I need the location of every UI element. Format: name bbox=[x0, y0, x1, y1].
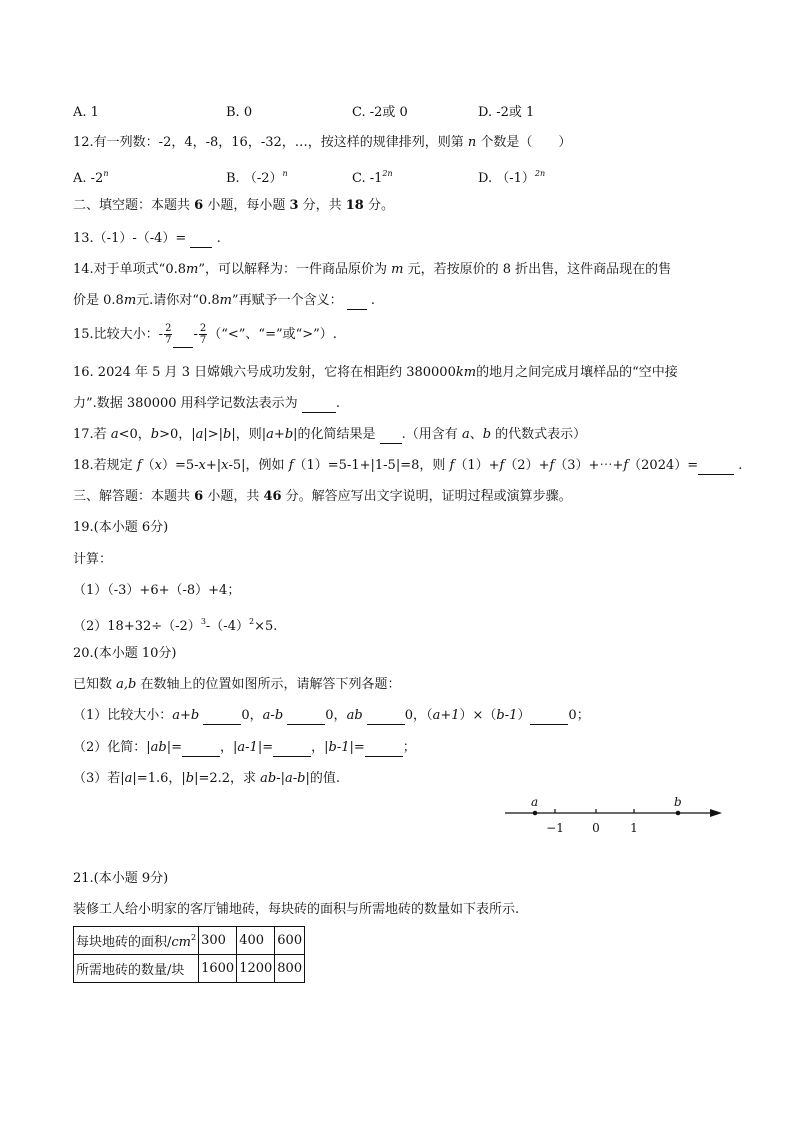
table-cell: 800 bbox=[275, 955, 305, 983]
q19-header: 19.(本小题 6分) bbox=[73, 520, 169, 535]
answer-blank bbox=[365, 743, 403, 757]
answer-blank bbox=[273, 743, 311, 757]
axis-arrow-icon bbox=[710, 809, 722, 817]
answer-blank bbox=[287, 711, 325, 725]
tick-label-minus-1: −1 bbox=[546, 821, 564, 835]
answer-blank bbox=[698, 461, 734, 475]
table-cell: 1600 bbox=[199, 955, 237, 983]
tick-label-1: 1 bbox=[630, 821, 638, 835]
q20-part-3: （3）若|a|=1.6，|b|=2.2，求 ab-|a-b|的值. bbox=[73, 771, 341, 786]
answer-blank bbox=[367, 711, 405, 725]
table-cell: 300 bbox=[199, 927, 237, 955]
q12-option-b: B. $(-2)^n$ bbox=[226, 169, 288, 186]
fraction-2-7: $\frac{2}{7}$ bbox=[165, 323, 172, 346]
q11-option-b: B. 0 bbox=[226, 105, 253, 120]
point-a-dot bbox=[533, 811, 538, 816]
q18: 18.若规定 f（x）=5-x+|x-5|，例如 f（1）=5-1+|1-5|=8，则 f（1）+f（2）+f（3）+⋯+f（2024）= . bbox=[73, 458, 743, 473]
section-2-heading: 二、填空题：本题共 6 小题，每小题 3 分，共 18 分。 bbox=[73, 198, 394, 213]
number-line-figure bbox=[500, 795, 730, 840]
answer-blank bbox=[302, 399, 336, 413]
table-cell: 1200 bbox=[237, 955, 275, 983]
tick-label-0: 0 bbox=[592, 821, 600, 835]
q11-option-d: D. -2或 1 bbox=[478, 105, 535, 120]
q16-line-2: 力”.数据 380000 用科学记数法表示为 . bbox=[73, 396, 340, 411]
answer-blank bbox=[347, 296, 367, 310]
q14-line-2: 价是 0.8m元.请你对“0.8m”再赋予一个含义： . bbox=[73, 293, 375, 308]
tile-table bbox=[73, 926, 305, 983]
point-a-label: a bbox=[531, 795, 539, 809]
fraction-2-7: $\frac{2}{7}$ bbox=[199, 323, 207, 346]
q17: 17.若 a<0，b>0，|a|>|b|，则|a+b|的化简结果是 .（用含有 a、b 的代数式表示） bbox=[73, 427, 587, 442]
q16-line-1: 16. 2024 年 5 月 3 日嫦娥六号成功发射，它将在相距约 380000km的地月之间完成月壤样品的“空中接 bbox=[73, 365, 678, 380]
q20-part-2: （2）化简：|ab|= ，|a-1|= ，|b-1|= ； bbox=[73, 740, 416, 755]
answer-blank bbox=[380, 430, 402, 444]
answer-blank bbox=[530, 711, 568, 725]
q11-option-c: C. -2或 0 bbox=[352, 105, 408, 120]
table-cell: 600 bbox=[275, 927, 305, 955]
q14-line-1: 14.对于单项式“0.8m”，可以解释为：一件商品原价为 m 元，若按原价的 8 折出售，这件商品现在的售 bbox=[73, 262, 672, 277]
q12-stem: 12.有一列数：-2，4，-8，16，-32，…，按这样的规律排列，则第 n 个数是（ ） bbox=[73, 135, 572, 150]
point-b-dot bbox=[676, 811, 681, 816]
q21-header: 21.(本小题 9分) bbox=[73, 871, 169, 886]
q19-part-1: （1）（-3）+6+（-8）+4； bbox=[73, 583, 241, 598]
q11-option-a: A. 1 bbox=[73, 105, 99, 120]
q20-intro: 已知数 a,b 在数轴上的位置如图所示，请解答下列各题： bbox=[73, 677, 401, 692]
q20-part-1: （1）比较大小：a+b 0，a-b 0，ab 0，（a+1）×（b-1） 0； bbox=[73, 708, 590, 723]
table-row bbox=[74, 927, 305, 955]
q12-option-d: D. $(-1)^{2n}$ bbox=[478, 169, 546, 186]
q19-intro: 计算： bbox=[73, 552, 113, 567]
answer-blank bbox=[173, 334, 193, 348]
q15: 15.比较大小：- $\frac{2}{7}$ - $\frac{2}{7}$ （“<”、“=”或“>”）. bbox=[73, 323, 337, 346]
table-cell: 400 bbox=[237, 927, 275, 955]
q13: 13.（-1）-（-4）= . bbox=[73, 231, 221, 246]
q21-intro: 装修工人给小明家的客厅铺地砖，每块砖的面积与所需地砖的数量如下表所示. bbox=[73, 902, 520, 917]
point-b-label: b bbox=[674, 795, 682, 809]
table-row bbox=[74, 955, 305, 983]
q12-option-a: A. -2$^n$ bbox=[73, 169, 109, 186]
row-label-area: 每块地砖的面积$/cm^2$ bbox=[74, 927, 199, 955]
answer-blank bbox=[203, 711, 241, 725]
section-3-heading: 三、解答题：本题共 6 小题，共 46 分。解答应写出文字说明，证明过程或演算步骤。 bbox=[73, 489, 572, 504]
answer-blank bbox=[190, 234, 212, 248]
answer-blank bbox=[182, 743, 220, 757]
q19-part-2: $(2)18+32\div(-2)^3-(-4)^2\times 5$. bbox=[73, 617, 278, 634]
q12-option-c: C. $-1^{2n}$ bbox=[352, 169, 393, 186]
q20-header: 20.(本小题 10分) bbox=[73, 646, 177, 661]
row-label-count: 所需地砖的数量/块 bbox=[74, 955, 199, 983]
